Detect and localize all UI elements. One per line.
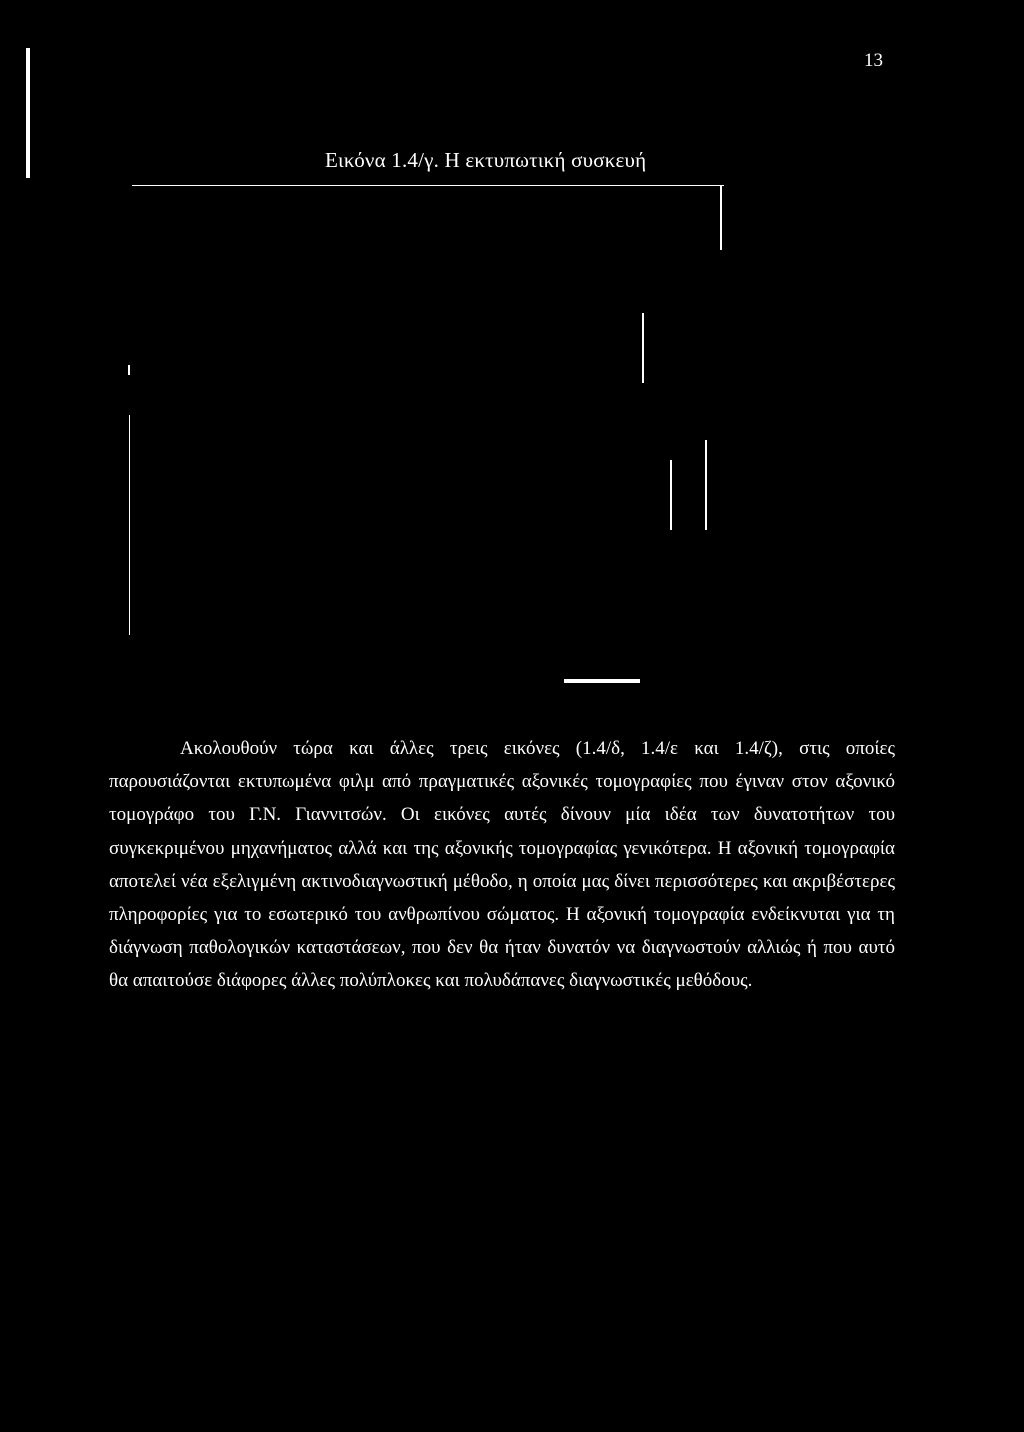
body-text <box>109 732 895 998</box>
figure-left-edge-2 <box>129 415 130 635</box>
page-number: 13 <box>864 50 883 71</box>
paragraph: Ακολουθούν τώρα και άλλες τρεις εικόνες (1.4/δ, 1.4/ε και 1.4/ζ), στις οποίες παρουσιάζονται εκτυπωμένα φιλμ από πραγματικές αξονικές τομογραφίες που έγιναν στον αξονικό τομογράφο του Γ.Ν. Γιαννιτσών. Οι εικόνες αυτές δίνουν μία ιδέα των δυνατοτήτων του συγκεκριμένου μηχανήματος αλλά και της αξονικής τομογραφίας γενικότερα. Η αξονική τομογραφία αποτελεί νέα εξελιγμένη ακτινοδιαγνωστική μέθοδο, η οποία μας δίνει περισσότερες και ακριβέστερες πληροφορίες για το εσωτερικό του ανθρωπίνου σώματος. Η αξονική τομογραφία ενδείκνυται για τη διάγνωση παθολογικών καταστάσεων, που δεν θα ήταν δυνατόν να διαγνωστούν αλλιώς ή που αυτό θα απαιτούσε διάφορες άλλες πολύπλοκες και πολυδάπανες διαγνωστικές μεθόδους. <box>109 738 895 992</box>
figure-bottom-mark <box>564 679 640 683</box>
figure-photo <box>128 185 728 690</box>
figure-top-edge <box>132 185 724 186</box>
figure-mark-3 <box>705 440 707 530</box>
margin-bar <box>26 48 30 178</box>
figure-right-edge <box>720 185 722 250</box>
figure-mark-1 <box>642 313 644 383</box>
figure-mark-2 <box>670 460 672 530</box>
figure-left-edge-1 <box>128 365 130 375</box>
figure-caption: Εικόνα 1.4/γ. Η εκτυπωτική συσκευή <box>325 148 647 172</box>
